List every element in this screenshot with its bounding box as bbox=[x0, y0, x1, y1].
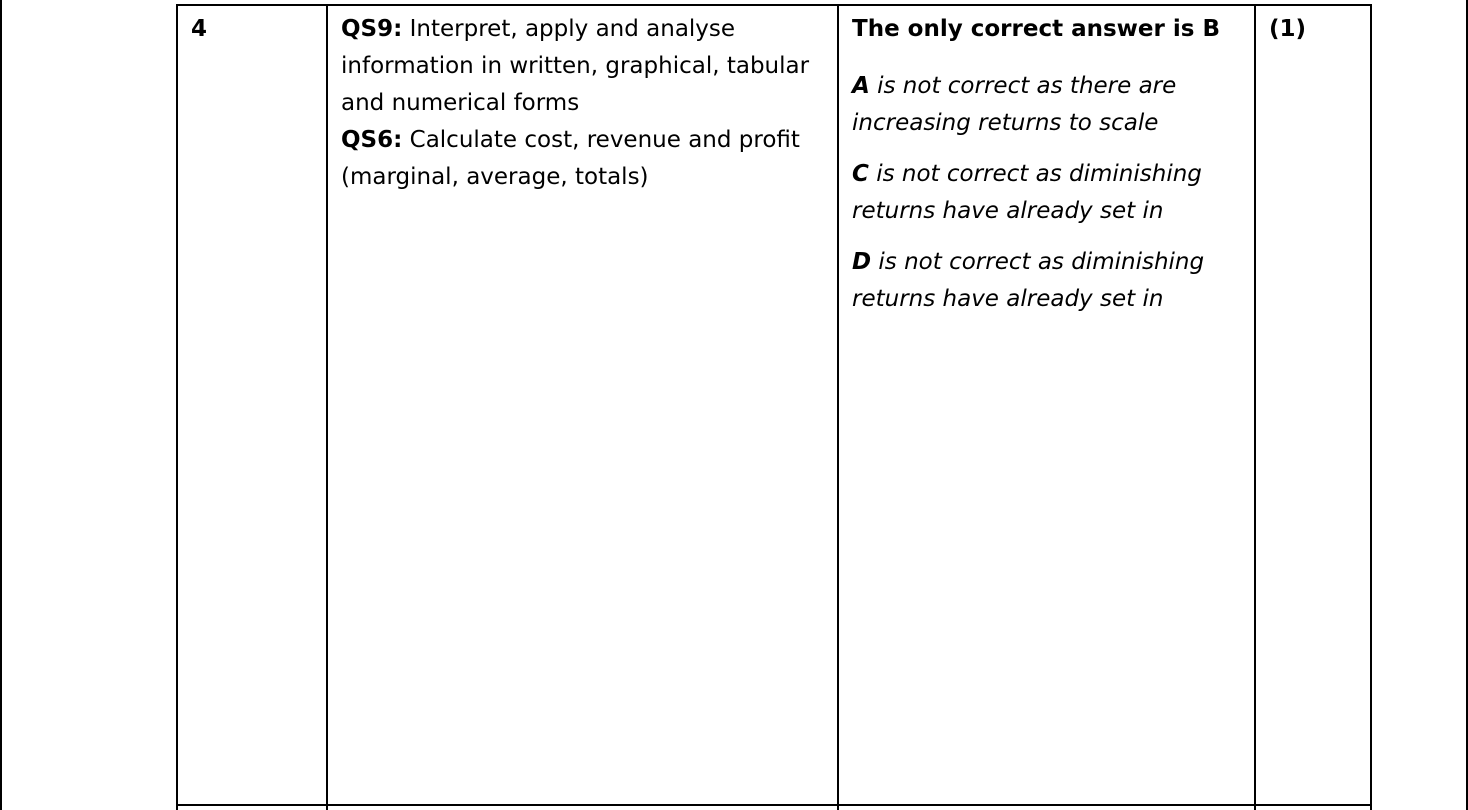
answer-note bbox=[852, 244, 1252, 318]
answer-note bbox=[852, 68, 1252, 142]
answer-note bbox=[852, 156, 1252, 230]
skill-code: QS6: bbox=[341, 127, 403, 153]
question-number: 4 bbox=[191, 16, 208, 42]
skill-item bbox=[341, 122, 821, 196]
note-text: is not correct as diminishing returns have already set in bbox=[852, 249, 1205, 312]
column-divider-3 bbox=[1254, 4, 1256, 810]
option-letter: C bbox=[852, 161, 869, 187]
table-border-left bbox=[176, 4, 178, 810]
page-border-left bbox=[0, 0, 2, 810]
note-text: is not correct as there are increasing returns to scale bbox=[852, 73, 1177, 136]
skill-code: QS9: bbox=[341, 16, 403, 42]
table-border-top bbox=[176, 4, 1372, 6]
note-text: is not correct as diminishing returns have already set in bbox=[852, 161, 1202, 224]
column-divider-2 bbox=[837, 4, 839, 810]
skills-cell bbox=[341, 11, 821, 196]
skill-item bbox=[341, 11, 821, 122]
option-letter: D bbox=[852, 249, 872, 275]
answer-heading: The only correct answer is B bbox=[852, 16, 1220, 42]
skill-text: Calculate cost, revenue and profit (marginal, average, totals) bbox=[341, 127, 800, 190]
table-border-right bbox=[1370, 4, 1372, 810]
option-letter: A bbox=[852, 73, 870, 99]
answer-cell bbox=[852, 11, 1252, 318]
column-divider-1 bbox=[326, 4, 328, 810]
mark-scheme-table bbox=[176, 4, 1372, 810]
table-border-bottom bbox=[176, 804, 1372, 806]
mark-value: (1) bbox=[1269, 16, 1307, 42]
skill-text: Interpret, apply and analyse information in written, graphical, tabular and numerical forms bbox=[341, 16, 810, 116]
